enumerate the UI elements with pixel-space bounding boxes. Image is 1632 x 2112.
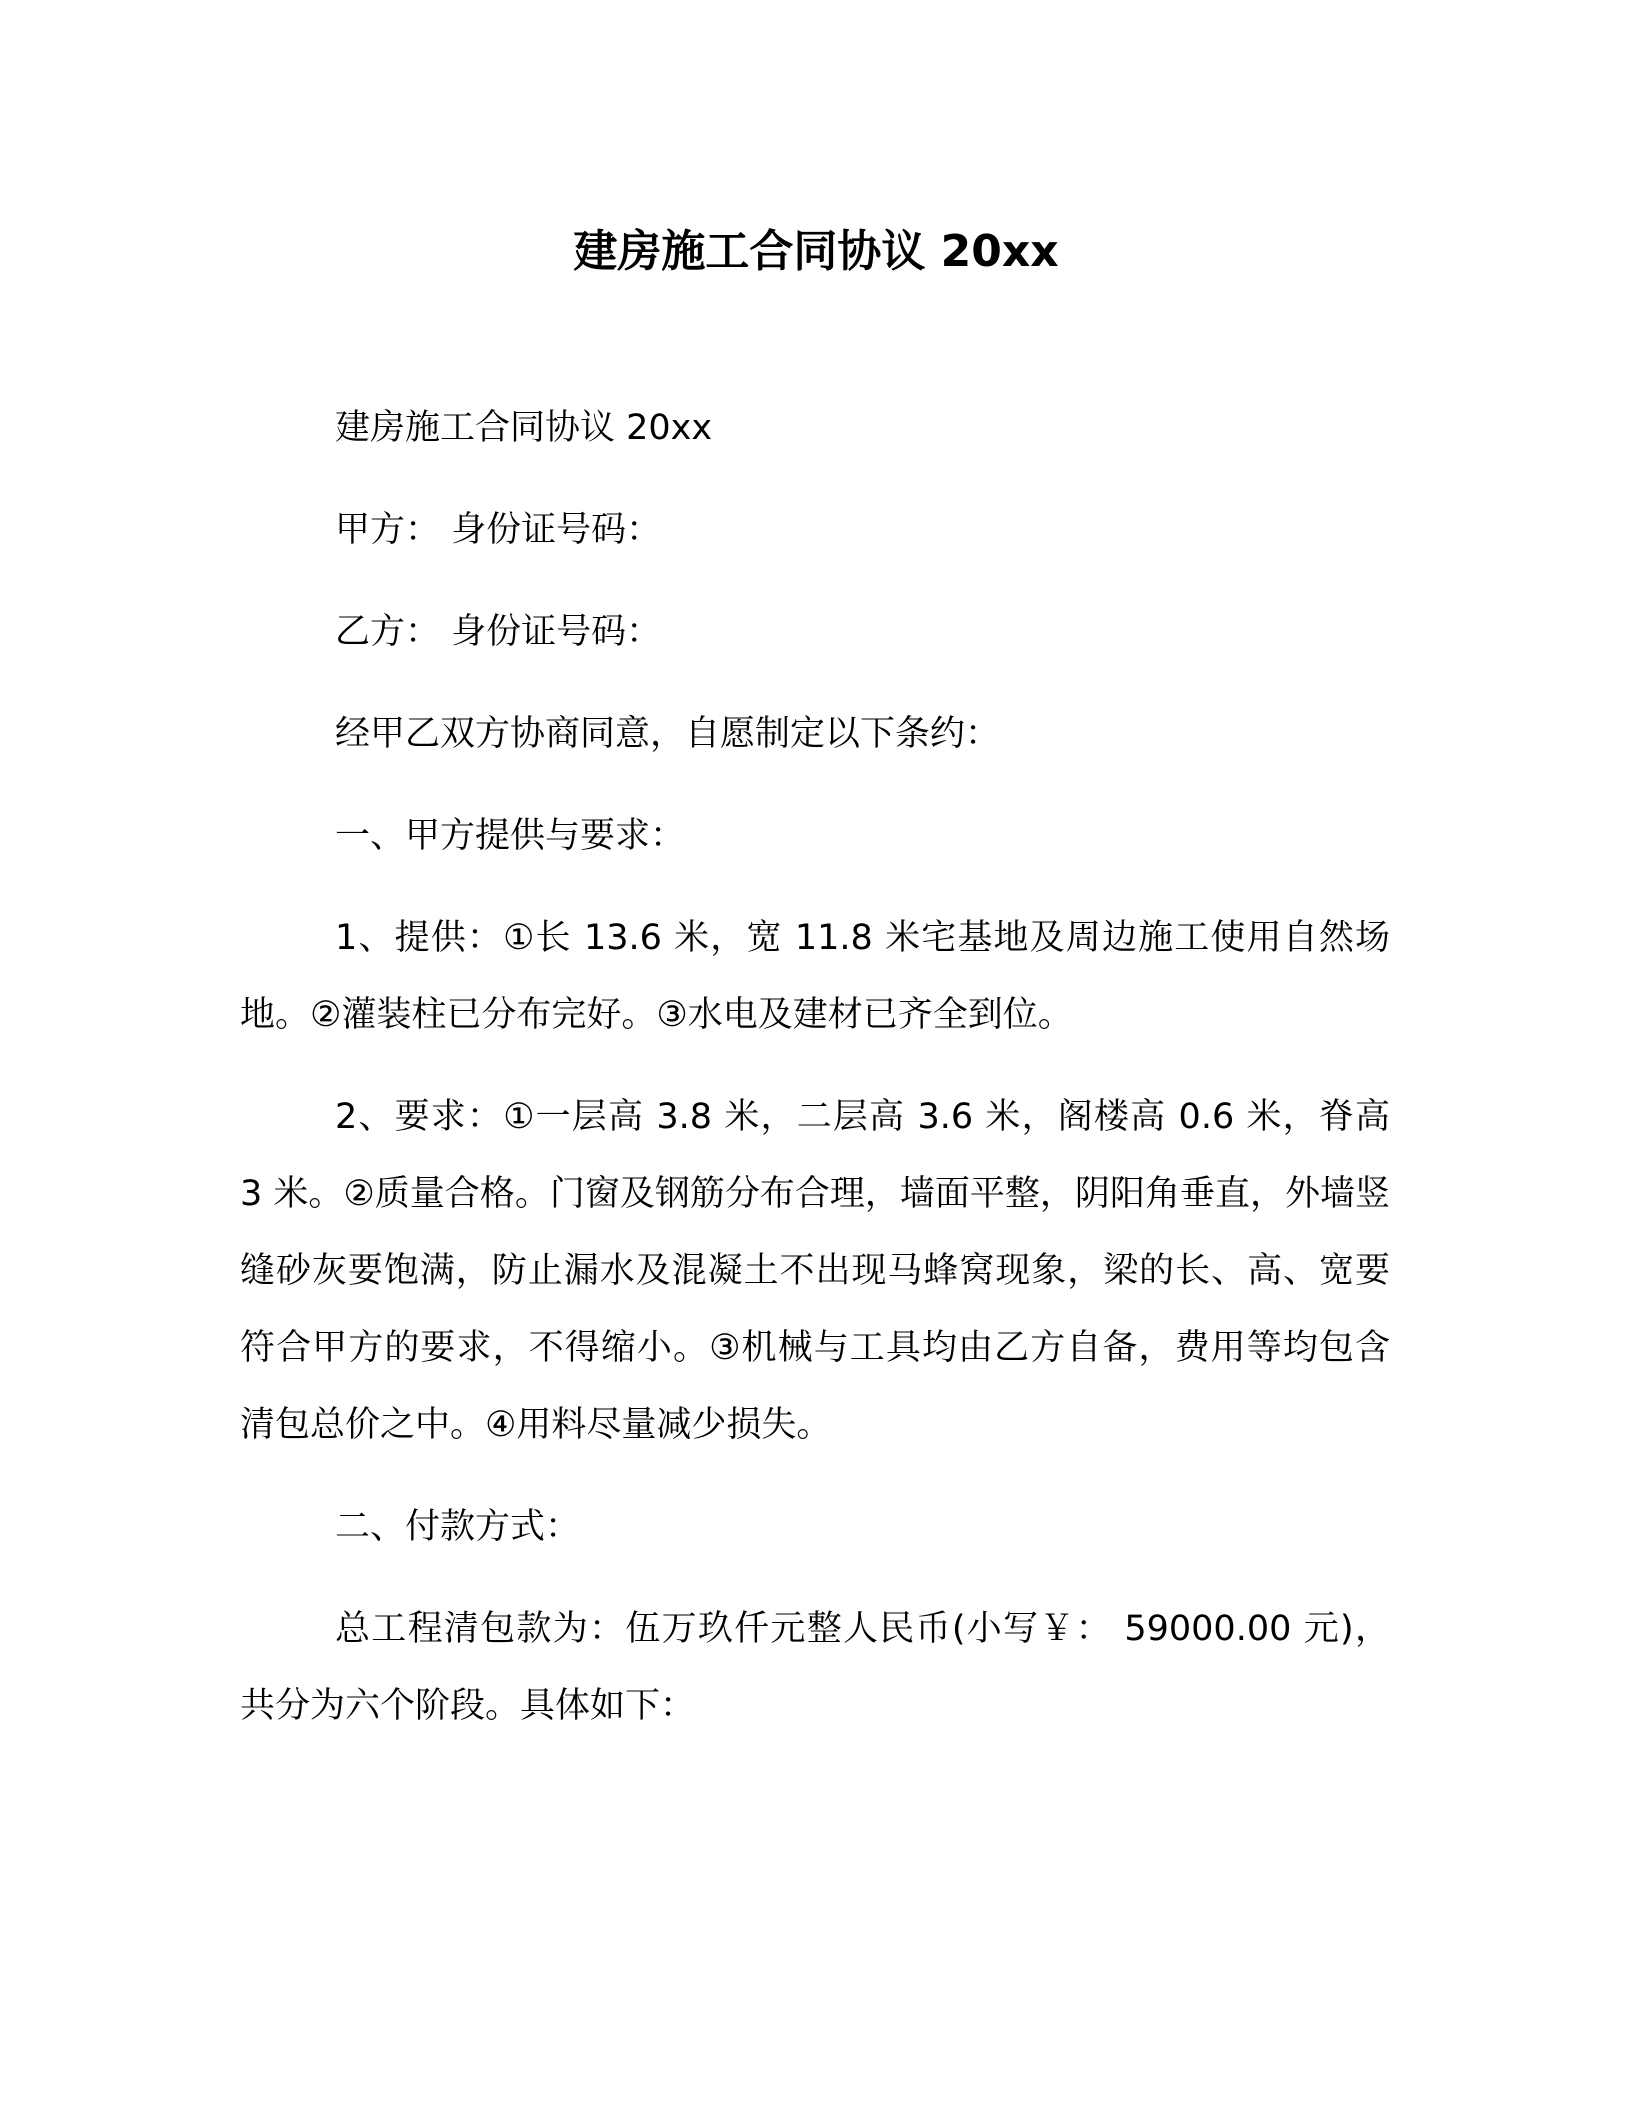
paragraph-section-1-heading: 一、甲方提供与要求： xyxy=(335,816,686,856)
paragraph-section-2-heading: 二、付款方式： xyxy=(335,1507,581,1547)
document-title: 建房施工合同协议 20xx xyxy=(573,226,1059,277)
paragraph-party-a: 甲方： 身份证号码： xyxy=(335,510,662,550)
paragraph-payment-total: 总工程清包款为：伍万玖仟元整人民币(小写￥： 59000.00 元)，共分为六个阶段。具体如下： xyxy=(240,1609,1390,1726)
document-body xyxy=(240,390,1390,1745)
paragraph-provision: 1、提供：①长 13.6 米，宽 11.8 米宅基地及周边施工使用自然场地。②灌装柱已分布完好。③水电及建材已齐全到位。 xyxy=(240,918,1390,1035)
paragraph-requirements: 2、要求：①一层高 3.8 米，二层高 3.6 米，阁楼高 0.6 米，脊高 3 米。②质量合格。门窗及钢筋分布合理，墙面平整，阴阳角垂直，外墙竖缝砂灰要饱满，防止漏水及混凝土不出现马蜂窝现象，梁的长、高、宽要符合甲方的要求，不得缩小。③机械与工具均由乙方自备，费用等均包含清包总价之中。④用料尽量减少损失。 xyxy=(240,1097,1390,1445)
paragraph-party-b: 乙方： 身份证号码： xyxy=(335,612,662,652)
paragraph-agreement-intro: 经甲乙双方协商同意，自愿制定以下条约： xyxy=(335,714,1001,754)
paragraph-subtitle: 建房施工合同协议 20xx xyxy=(335,408,713,448)
